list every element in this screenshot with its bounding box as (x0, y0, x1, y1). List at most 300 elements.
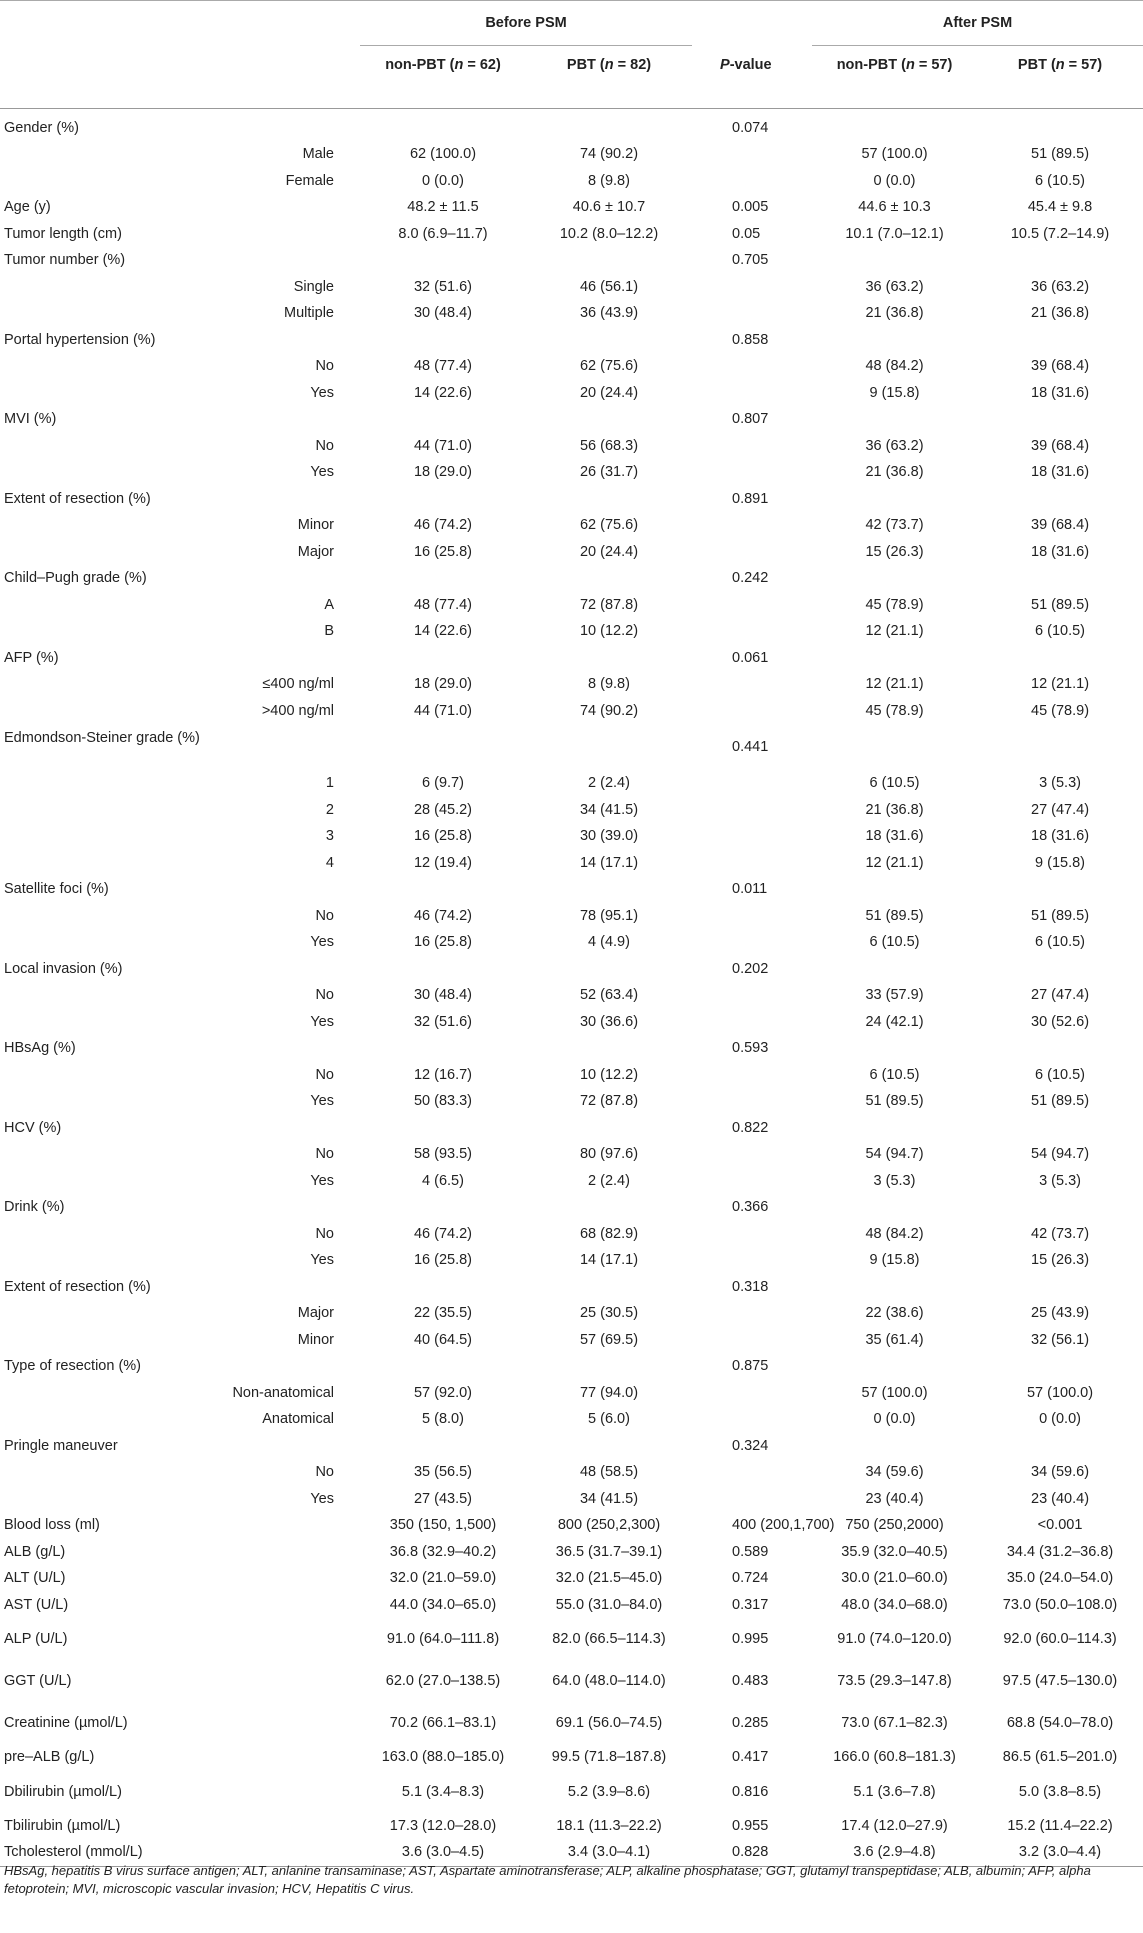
category-cell: B (324, 623, 334, 640)
pbt-before-cell: 18.1 (11.3–22.2) (556, 1817, 662, 1834)
table-row (0, 460, 1143, 487)
pbt-before-cell (526, 1115, 692, 1142)
table-row (0, 1009, 1143, 1036)
pbt-before-cell: 52 (63.4) (579, 987, 639, 1004)
pvalue-cell (692, 1486, 812, 1513)
pbt-before-cell: 68 (82.9) (579, 1225, 639, 1242)
nonpbt-after-cell: 44.6 ± 10.3 (858, 199, 931, 216)
nonpbt-before-cell: 16 (25.8) (413, 828, 473, 845)
category-cell (220, 327, 360, 354)
variable-cell (0, 1460, 220, 1487)
nonpbt-after-cell: 57 (100.0) (861, 1384, 928, 1401)
nonpbt-after-cell: 48 (84.2) (865, 1225, 924, 1242)
pvalue-cell: 0.061 (732, 649, 769, 666)
pvalue-cell: 0.005 (732, 199, 769, 216)
nonpbt-after-cell (812, 877, 977, 904)
pvalue-cell: 0.242 (732, 570, 769, 587)
nonpbt-after-cell: 17.4 (12.0–27.9) (841, 1817, 948, 1834)
nonpbt-after-cell: 3.6 (2.9–4.8) (812, 1840, 977, 1867)
nonpbt-before-cell: 27 (43.5) (413, 1490, 473, 1507)
nonpbt-before-cell (360, 1115, 526, 1142)
table-row (0, 1380, 1143, 1407)
pvalue-cell (692, 1089, 812, 1116)
nonpbt-before-cell: 0 (0.0) (422, 172, 464, 189)
pvalue-cell: 0.317 (732, 1596, 769, 1613)
pbt-before-cell: 74 (90.2) (579, 146, 639, 163)
nonpbt-after-cell: 5.1 (3.6–7.8) (853, 1783, 936, 1800)
table-row (0, 1301, 1143, 1328)
variable-cell (0, 1248, 220, 1275)
pbt-before-cell: 10 (12.2) (579, 623, 639, 640)
pbt-after-cell: 35.0 (24.0–54.0) (1006, 1570, 1114, 1587)
pbt-before-cell (526, 956, 692, 983)
category-cell: >400 ng/ml (261, 702, 334, 719)
category-cell: Yes (310, 1093, 334, 1110)
nonpbt-before-cell: 3.6 (3.0–4.5) (360, 1840, 526, 1867)
category-cell (220, 1566, 360, 1593)
category-cell (220, 1433, 360, 1460)
pvalue-cell: 0.589 (732, 1543, 769, 1560)
pvalue-cell (692, 1168, 812, 1195)
pbt-after-cell: 73.0 (50.0–108.0) (1002, 1596, 1118, 1613)
pbt-before-cell: 55.0 (31.0–84.0) (555, 1596, 663, 1613)
nonpbt-before-cell: 46 (74.2) (413, 517, 473, 534)
pvalue-cell (692, 1301, 812, 1328)
pbt-after-cell: 18 (31.6) (1031, 543, 1090, 560)
variable-cell: pre–ALB (g/L) (4, 1749, 95, 1766)
pbt-after-cell: 23 (40.4) (1031, 1490, 1090, 1507)
table-row (0, 645, 1143, 672)
category-cell (220, 566, 360, 593)
pbt-before-cell (526, 109, 692, 142)
pbt-before-cell: 26 (31.7) (579, 464, 639, 481)
variable-cell (0, 460, 220, 487)
nonpbt-before-cell (360, 486, 526, 513)
variable-cell: Pringle maneuver (4, 1437, 118, 1454)
nonpbt-after-cell (812, 645, 977, 672)
nonpbt-before-cell: 5.1 (3.4–8.3) (401, 1783, 485, 1800)
table-row (0, 168, 1143, 195)
category-cell: Male (302, 146, 334, 163)
pbt-before-cell: 40.6 ± 10.7 (572, 199, 646, 216)
pbt-after-cell: 6 (10.5) (1035, 623, 1086, 640)
variable-cell: Extent of resection (%) (4, 490, 151, 507)
nonpbt-before-cell (360, 725, 526, 771)
pbt-before-cell: 72 (87.8) (579, 1093, 639, 1110)
pbt-after-cell (977, 956, 1143, 983)
variable-cell: Portal hypertension (%) (4, 331, 156, 348)
pbt-before-cell: 78 (95.1) (579, 907, 639, 924)
variable-cell: AFP (%) (4, 649, 59, 666)
nonpbt-before-cell: 32 (51.6) (413, 1013, 473, 1030)
pbt-after-cell (977, 877, 1143, 904)
nonpbt-after-cell: 750 (250,2000) (845, 1517, 944, 1534)
pbt-after-cell (977, 407, 1143, 434)
table-row (0, 1592, 1143, 1619)
pbt-after-cell: 10.5 (7.2–14.9) (1010, 225, 1110, 242)
nonpbt-after-cell (812, 248, 977, 275)
table-row (0, 354, 1143, 381)
category-cell (220, 1745, 360, 1772)
pbt-before-cell: 2 (2.4) (588, 1172, 630, 1189)
pvalue-cell: 0.011 (732, 881, 768, 898)
table-row (0, 698, 1143, 725)
table-row (0, 1062, 1143, 1089)
nonpbt-after-cell: 48.0 (34.0–68.0) (841, 1596, 948, 1613)
nonpbt-before-cell: 48 (77.4) (413, 596, 473, 613)
pbt-after-cell (977, 327, 1143, 354)
nonpbt-after-cell: 3 (5.3) (873, 1172, 916, 1189)
nonpbt-before-cell (360, 1354, 526, 1381)
table-row (0, 797, 1143, 824)
pvalue-cell (692, 513, 812, 540)
variable-cell (0, 539, 220, 566)
category-cell: No (315, 1225, 334, 1242)
category-cell (220, 248, 360, 275)
pbt-before-cell: 64.0 (48.0–114.0) (552, 1673, 666, 1689)
pvalue-cell: 0.822 (732, 1119, 769, 1136)
nonpbt-before-cell (360, 327, 526, 354)
nonpbt-before-cell: 35 (56.5) (413, 1464, 473, 1481)
pbt-after-cell: 45.4 ± 9.8 (1027, 199, 1093, 216)
variable-cell (0, 1009, 220, 1036)
table-row (0, 824, 1143, 851)
variable-cell: Blood loss (ml) (4, 1517, 100, 1534)
pbt-after-cell: 32 (56.1) (1031, 1331, 1090, 1348)
nonpbt-before-cell: 44.0 (34.0–65.0) (389, 1596, 497, 1613)
pbt-before-cell: 57 (69.5) (579, 1331, 639, 1348)
pbt-after-cell: 6 (10.5) (1035, 934, 1086, 951)
pbt-before-cell (526, 1274, 692, 1301)
pbt-before-cell (526, 1433, 692, 1460)
variable-cell (0, 1168, 220, 1195)
pbt-before-cell: 8 (9.8) (588, 172, 630, 189)
nonpbt-before-cell: 91.0 (64.0–111.8) (386, 1631, 500, 1647)
column-header-pbt-before: PBT (n = 82) (526, 46, 692, 109)
nonpbt-before-cell: 6 (9.7) (422, 775, 464, 792)
table-row (0, 1142, 1143, 1169)
pbt-before-cell: 62 (75.6) (579, 517, 639, 534)
category-cell: Major (297, 543, 334, 560)
variable-cell (0, 903, 220, 930)
pbt-before-cell: 32.0 (21.5–45.0) (555, 1570, 663, 1587)
nonpbt-before-cell: 32.0 (21.0–59.0) (389, 1570, 497, 1587)
variable-cell (0, 513, 220, 540)
variable-cell: Tbilirubin (µmol/L) (4, 1817, 121, 1834)
pbt-before-cell: 46 (56.1) (579, 278, 639, 295)
pbt-after-cell: 39 (68.4) (1031, 437, 1090, 454)
pvalue-cell: 0.724 (732, 1570, 769, 1587)
pbt-before-cell (526, 1354, 692, 1381)
variable-cell (0, 619, 220, 646)
table-row (0, 983, 1143, 1010)
pbt-after-cell (977, 486, 1143, 513)
variable-cell (0, 1380, 220, 1407)
nonpbt-before-cell: 48.2 ± 11.5 (407, 199, 479, 216)
category-cell (220, 725, 360, 771)
category-cell: No (315, 1066, 334, 1083)
category-cell: No (315, 1464, 334, 1481)
variable-cell: Age (y) (4, 199, 51, 216)
pbt-after-cell: 27 (47.4) (1031, 801, 1090, 818)
pbt-before-cell: 80 (97.6) (579, 1146, 639, 1163)
nonpbt-before-cell: 46 (74.2) (413, 907, 473, 924)
category-cell: Yes (310, 1490, 334, 1507)
pvalue-cell (692, 1142, 812, 1169)
category-cell: No (315, 987, 334, 1004)
pvalue-cell (692, 930, 812, 957)
table-row (0, 1115, 1143, 1142)
pbt-after-cell: 27 (47.4) (1031, 987, 1090, 1004)
column-header-nonpbt-before: non-PBT (n = 62) (360, 46, 526, 109)
variable-cell: AST (U/L) (4, 1596, 69, 1613)
table-row (0, 1354, 1143, 1381)
pvalue-cell (692, 1248, 812, 1275)
pbt-before-cell: 14 (17.1) (579, 854, 639, 871)
table-row (0, 956, 1143, 983)
pbt-before-cell (526, 486, 692, 513)
pvalue-cell (692, 1327, 812, 1354)
column-header-row (0, 46, 1143, 109)
pbt-after-cell: 68.8 (54.0–78.0) (1006, 1715, 1114, 1731)
pbt-after-cell: 86.5 (61.5–201.0) (1002, 1749, 1118, 1766)
pbt-before-cell: 48 (58.5) (579, 1464, 639, 1481)
pbt-before-cell: 30 (39.0) (579, 828, 639, 845)
pvalue-cell: 0.202 (732, 960, 769, 977)
pvalue-cell: 0.441 (732, 739, 769, 755)
table-row (0, 592, 1143, 619)
category-cell (220, 486, 360, 513)
variable-cell: HCV (%) (4, 1119, 62, 1136)
table-row (0, 1089, 1143, 1116)
pvalue-cell: 0.705 (732, 252, 769, 269)
pbt-after-cell: 30 (52.6) (1031, 1013, 1090, 1030)
pvalue-cell: 0.816 (732, 1783, 769, 1800)
pbt-after-cell: 9 (15.8) (1035, 854, 1086, 871)
nonpbt-before-cell: 16 (25.8) (413, 934, 473, 951)
column-header-pvalue: P-value (692, 46, 812, 109)
pbt-before-cell (526, 725, 692, 771)
nonpbt-after-cell: 9 (15.8) (869, 1252, 920, 1269)
pvalue-cell: 0.955 (732, 1817, 769, 1834)
variable-cell: Creatinine (µmol/L) (4, 1715, 128, 1731)
nonpbt-before-cell (360, 109, 526, 142)
nonpbt-before-cell: 28 (45.2) (413, 801, 473, 818)
nonpbt-after-cell: 73.5 (29.3–147.8) (837, 1673, 952, 1689)
table-row (0, 1745, 1143, 1772)
pbt-before-cell: 36.5 (31.7–39.1) (555, 1543, 663, 1560)
variable-cell: Satellite foci (%) (4, 881, 109, 898)
nonpbt-before-cell: 163.0 (88.0–185.0) (381, 1749, 505, 1766)
table-row (0, 301, 1143, 328)
pbt-before-cell: 4 (4.9) (588, 934, 630, 951)
pbt-after-cell: 3.2 (3.0–4.4) (977, 1840, 1143, 1867)
variable-cell: Edmondson-Steiner grade (%) (4, 729, 200, 746)
pvalue-cell (692, 168, 812, 195)
pbt-after-cell: 18 (31.6) (1031, 464, 1090, 481)
table-row (0, 1703, 1143, 1745)
nonpbt-before-cell: 48 (77.4) (413, 358, 473, 375)
pvalue-cell (692, 1221, 812, 1248)
pbt-before-cell: 69.1 (56.0–74.5) (555, 1715, 663, 1731)
nonpbt-before-cell: 62.0 (27.0–138.5) (385, 1673, 501, 1689)
variable-cell: Dbilirubin (µmol/L) (4, 1783, 122, 1800)
pbt-before-cell: 25 (30.5) (579, 1305, 639, 1322)
pbt-after-cell: 18 (31.6) (1031, 828, 1090, 845)
pbt-before-cell: 20 (24.4) (579, 543, 639, 560)
nonpbt-before-cell: 16 (25.8) (413, 543, 473, 560)
nonpbt-after-cell: 45 (78.9) (865, 702, 924, 719)
pvalue-cell (692, 142, 812, 169)
nonpbt-after-cell: 6 (10.5) (869, 775, 920, 792)
pbt-before-cell (526, 407, 692, 434)
pbt-after-cell: 39 (68.4) (1031, 358, 1090, 375)
table-row (0, 513, 1143, 540)
table-row (0, 195, 1143, 222)
pbt-after-cell (977, 1036, 1143, 1063)
category-cell (220, 1619, 360, 1661)
nonpbt-before-cell: 14 (22.6) (413, 623, 473, 640)
pbt-before-cell: 74 (90.2) (579, 702, 639, 719)
category-cell (220, 195, 360, 222)
category-cell (220, 956, 360, 983)
pvalue-cell (692, 592, 812, 619)
pvalue-cell (692, 903, 812, 930)
nonpbt-before-cell: 17.3 (12.0–28.0) (389, 1817, 497, 1834)
group-header-spacer (220, 1, 360, 46)
pvalue-cell: 0.324 (732, 1437, 769, 1454)
category-cell: 4 (325, 854, 334, 871)
pvalue-cell (692, 619, 812, 646)
nonpbt-after-cell (812, 1354, 977, 1381)
category-cell (220, 1274, 360, 1301)
nonpbt-after-cell: 12 (21.1) (865, 676, 924, 693)
variable-cell (0, 433, 220, 460)
pbt-after-cell: 6 (10.5) (1035, 172, 1086, 189)
table-row (0, 771, 1143, 798)
pbt-after-cell (977, 566, 1143, 593)
pvalue-cell (692, 433, 812, 460)
pbt-after-cell: 57 (100.0) (1026, 1384, 1094, 1401)
category-cell: No (315, 907, 334, 924)
nonpbt-after-cell: 42 (73.7) (865, 517, 924, 534)
pbt-after-cell: 18 (31.6) (1031, 384, 1090, 401)
pbt-after-cell: 36 (63.2) (1031, 278, 1090, 295)
nonpbt-after-cell: 57 (100.0) (861, 146, 928, 163)
category-cell: Anatomical (262, 1411, 334, 1428)
variable-cell (0, 850, 220, 877)
pvalue-cell (692, 539, 812, 566)
pbt-before-cell: 72 (87.8) (579, 596, 639, 613)
nonpbt-before-cell: 4 (6.5) (422, 1172, 464, 1189)
nonpbt-after-cell: 23 (40.4) (865, 1490, 924, 1507)
pvalue-cell (692, 1009, 812, 1036)
category-cell (220, 1771, 360, 1813)
category-cell (220, 221, 360, 248)
pvalue-cell (692, 850, 812, 877)
variable-cell (0, 1407, 220, 1434)
category-cell (220, 645, 360, 672)
table-row (0, 672, 1143, 699)
nonpbt-after-cell (812, 1274, 977, 1301)
pbt-after-cell: 42 (73.7) (1031, 1225, 1090, 1242)
variable-cell (0, 354, 220, 381)
nonpbt-before-cell: 44 (71.0) (413, 437, 473, 454)
pvalue-cell (692, 1380, 812, 1407)
variable-cell: Drink (%) (4, 1199, 65, 1216)
variable-cell (0, 301, 220, 328)
nonpbt-after-cell: 48 (84.2) (865, 358, 924, 375)
pbt-after-cell (977, 1195, 1143, 1222)
pbt-after-cell (977, 645, 1143, 672)
table-row (0, 1566, 1143, 1593)
category-cell: Single (293, 278, 334, 295)
pvalue-cell: 0.05 (732, 225, 761, 242)
pbt-before-cell: 8 (9.8) (588, 676, 630, 693)
table-row (0, 274, 1143, 301)
table-body (0, 109, 1143, 1867)
category-cell: No (315, 437, 334, 454)
nonpbt-before-cell: 57 (92.0) (413, 1384, 473, 1401)
pbt-before-cell: 5 (6.0) (588, 1411, 630, 1428)
nonpbt-after-cell: 34 (59.6) (865, 1464, 924, 1481)
category-cell: A (324, 596, 334, 613)
nonpbt-after-cell: 166.0 (60.8–181.3) (833, 1749, 956, 1766)
pbt-after-cell: 0 (0.0) (1039, 1411, 1081, 1428)
table-row (0, 1513, 1143, 1540)
nonpbt-after-cell: 15 (26.3) (865, 543, 924, 560)
table-row (0, 1274, 1143, 1301)
variable-cell (0, 274, 220, 301)
pvalue-cell (692, 1062, 812, 1089)
nonpbt-after-cell (812, 1195, 977, 1222)
table-row (0, 109, 1143, 142)
table-row (0, 327, 1143, 354)
pvalue-cell (692, 274, 812, 301)
nonpbt-after-cell: 54 (94.7) (865, 1146, 924, 1163)
pbt-before-cell (526, 1036, 692, 1063)
category-cell (220, 109, 360, 142)
pvalue-cell: 0.995 (732, 1631, 769, 1647)
nonpbt-before-cell: 14 (22.6) (413, 384, 473, 401)
nonpbt-before-cell (360, 1036, 526, 1063)
pbt-after-cell: 54 (94.7) (1031, 1146, 1090, 1163)
category-cell: Yes (310, 1172, 334, 1189)
pbt-after-cell: 34.4 (31.2–36.8) (1006, 1543, 1114, 1560)
pbt-after-cell (977, 1433, 1143, 1460)
pbt-before-cell: 82.0 (66.5–114.3) (552, 1631, 666, 1647)
nonpbt-after-cell (812, 407, 977, 434)
pvalue-cell: 400 (200,1,700) (732, 1517, 835, 1534)
category-cell: Multiple (284, 305, 334, 322)
category-cell: No (315, 358, 334, 375)
pbt-after-cell (977, 725, 1143, 771)
variable-cell (0, 592, 220, 619)
table-row (0, 1407, 1143, 1434)
column-header-variable (0, 46, 220, 109)
variable-cell: Local invasion (%) (4, 960, 123, 977)
nonpbt-before-cell: 30 (48.4) (413, 305, 473, 322)
pbt-after-cell: 39 (68.4) (1031, 517, 1090, 534)
nonpbt-after-cell: 12 (21.1) (865, 854, 924, 871)
nonpbt-before-cell: 46 (74.2) (413, 1225, 473, 1242)
pbt-before-cell: 5.2 (3.9–8.6) (567, 1783, 651, 1800)
pbt-after-cell: 12 (21.1) (1031, 676, 1090, 693)
pvalue-cell: 0.285 (732, 1715, 769, 1731)
nonpbt-before-cell (360, 566, 526, 593)
variable-cell (0, 1142, 220, 1169)
nonpbt-after-cell: 21 (36.8) (865, 305, 924, 322)
